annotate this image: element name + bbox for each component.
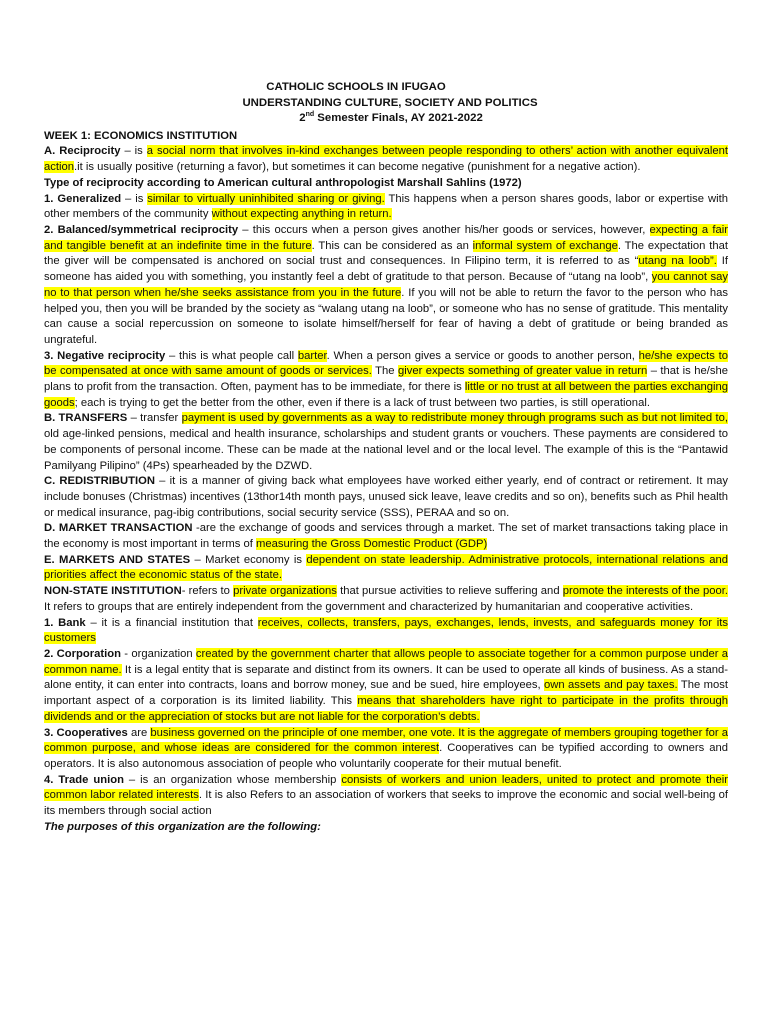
text-run: old age-linked pensions, medical and health insurance, scholarships and student grants or vouchers. These payments are considered to be components of personal income. These can be made at the national level and or the local level. The example of this is the “Pantawid Pamilyang Pilipino” (4Ps) spearheaded by the DZWD.: [44, 428, 728, 472]
text-run: – Market economy is: [190, 553, 307, 566]
highlighted-text: business governed on the principle of one member, one vote. It is the aggregate of members grouping together for a common purpose, and whose ideas are considered for the common interest: [44, 726, 728, 755]
paragraph: [44, 411, 728, 474]
paragraph: [44, 176, 728, 192]
paragraph: [44, 129, 728, 145]
text-run: . It is also Refers to an association of workers that seeks to improve the economic and social well-being of its members through social action: [44, 789, 728, 818]
highlighted-text: barter: [297, 349, 327, 362]
paragraph: [44, 726, 728, 773]
highlighted-text: consists of workers and union leaders, united to protect and promote their common labor related interests: [44, 773, 728, 802]
text-run: – transfer: [127, 412, 182, 425]
bold-term: A. Reciprocity: [44, 145, 121, 158]
highlighted-text: without expecting anything in return.: [211, 208, 392, 221]
bold-term: D. MARKET TRANSACTION: [44, 522, 193, 535]
paragraph: [44, 223, 728, 349]
highlighted-text: you cannot say no to that person when he/she seeks assistance from you in the future: [44, 271, 728, 299]
highlighted-text: informal system of exchange: [472, 239, 618, 252]
text-run: .it is usually positive (returning a favor), but sometimes it can become negative (punishment for a negative action).: [74, 161, 641, 174]
highlighted-text: own assets and pay taxes.: [544, 679, 678, 692]
bold-term: 2. Balanced/symmetrical reciprocity: [44, 224, 239, 236]
highlighted-text: similar to virtually uninhibited sharing or giving.: [147, 192, 385, 205]
highlighted-text: created by the government charter that allows people to associate together for a common purpose under a common name.: [44, 647, 728, 676]
paragraph: [44, 616, 728, 647]
highlighted-text: expecting a fair and tangible benefit at an indefinite time in the future: [44, 224, 728, 252]
bold-term: 4. Trade union: [44, 773, 124, 786]
text-run: . When a person gives a service or goods to another person,: [326, 349, 639, 362]
paragraph: [44, 584, 728, 615]
bold-term: NON-STATE INSTITUTION: [44, 585, 182, 598]
highlighted-text: promote the interests of the poor.: [562, 585, 728, 598]
term-line: [44, 111, 728, 127]
text-run: – is an organization whose membership: [123, 773, 342, 786]
text-run: The: [371, 365, 398, 378]
text-run: - refers to: [181, 585, 234, 598]
school-name: CATHOLIC SCHOOLS IN IFUGAO: [266, 81, 446, 93]
highlighted-text: measuring the Gross Domestic Product (GDP): [255, 538, 488, 551]
highlighted-text: dependent on state leadership. Administrative protocols, international relations and priorities affect the economic status of the state.: [44, 553, 729, 582]
paragraph: [44, 521, 728, 552]
text-run: that pursue activities to relieve suffering and: [336, 585, 563, 598]
text-run: The most important aspect of a corporation is its limited liability. This: [44, 679, 728, 708]
text-run: – it is a financial institution that: [85, 616, 258, 629]
bold-term: 1. Generalized: [44, 192, 122, 205]
term-suffix: nd: [305, 111, 315, 119]
text-run: . The expectation that the giver will be compensated is anchored on social trust and consequences. In Filipino term, it is referred to as “: [44, 239, 728, 268]
text-run: - organization: [121, 647, 196, 660]
paragraph: [44, 349, 728, 412]
document-header: [44, 80, 728, 127]
bold-term: 3. Cooperatives: [44, 726, 128, 739]
bold-term: WEEK 1: ECONOMICS INSTITUTION: [44, 129, 238, 142]
text-run: – is: [120, 145, 147, 158]
text-run: It refers to groups that are entirely independent from the government and characterized by humanitarian and cooperative activities.: [44, 600, 694, 613]
text-run: are: [127, 726, 151, 739]
text-run: -are the exchange of goods and services through a market. The set of market transactions taking place in the economy is most important in terms of: [44, 522, 728, 551]
text-run: ; each is trying to get the better from the other, even if there is a lack of trust between two parties, is still operational.: [74, 396, 650, 409]
text-run: The purposes of this organization are the following:: [44, 820, 321, 833]
text-run: . Cooperatives can be typified according to owners and operators. It is also autonomous association of people who voluntarily cooperate for their mutual benefit.: [44, 742, 728, 770]
text-run: – is: [121, 192, 148, 205]
paragraph: [44, 647, 728, 726]
highlighted-text: little or no trust at all between the parties exchanging goods: [44, 381, 728, 409]
bold-term: C. REDISTRIBUTION: [44, 475, 156, 488]
term-text: Semester Finals, AY 2021-2022: [314, 112, 483, 125]
highlighted-text: means that shareholders have right to participate in the profits through dividends and or the appreciation of stocks but are not liable for the corporation’s debts.: [44, 695, 728, 723]
paragraph: [44, 474, 728, 521]
highlighted-text: private organizations: [233, 585, 337, 598]
text-run: . This can be considered as an: [311, 239, 473, 252]
bold-term: B. TRANSFERS: [44, 412, 128, 425]
bold-term: 2. Corporation: [44, 647, 122, 660]
text-run: – it is a manner of giving back what employees have worked either yearly, end of contract or retirement. It may include bonuses (Christmas) incentives (13thor14th month pays, unused sick leave, leave credits and so on), benefits such as Phil health or medical insurance, pag-ibig contributions, social security service (SSS), PERAA and so on.: [44, 475, 728, 519]
paragraph: [44, 553, 728, 584]
text-run: – that is he/she plans to profit from the transaction. Often, payment has to be immediate, for there is: [44, 365, 728, 394]
bold-term: 1. Bank: [44, 616, 86, 629]
subject-title: UNDERSTANDING CULTURE, SOCIETY AND POLITICS: [242, 96, 538, 109]
text-run: This happens when a person shares goods, labor or expertise with other members of the community: [44, 192, 728, 221]
paragraph: [44, 192, 728, 223]
highlighted-text: a social norm that involves in-kind exchanges between people responding to others’ action with another equivalent action: [44, 145, 728, 174]
paragraph: [44, 773, 728, 820]
paragraph: [44, 144, 728, 175]
bold-term: Type of reciprocity according to American cultural anthropologist Marshall Sahlins (1972): [44, 176, 522, 189]
highlighted-text: payment is used by governments as a way to redistribute money through programs such as but not limited to,: [181, 412, 728, 425]
text-run: It is a legal entity that is separate and distinct from its owners. It can be used to operate all kinds of business. As a stand-alone entity, it can enter into contracts, loans and borrow money, sue and be sued, hire employees,: [44, 663, 729, 692]
highlighted-text: utang na loob”.: [638, 255, 717, 268]
highlighted-text: receives, collects, transfers, pays, exchanges, lends, invests, and safeguards money for its customers: [44, 616, 728, 645]
text-run: If someone has aided you with something, you instantly feel a debt of gratitude to that person. Because of “utang na loob”,: [44, 255, 728, 284]
highlighted-text: giver expects something of greater value in return: [397, 365, 648, 378]
text-run: – this is what people call: [165, 349, 298, 362]
text-run: – this occurs when a person gives another his/her goods or services, however,: [238, 224, 650, 236]
document-body: [44, 129, 728, 836]
highlighted-text: he/she expects to be compensated at once with same amount of goods or services.: [44, 349, 728, 378]
text-run: . If you will not be able to return the favor to the person who has helped you, then you will be branded by the society as “walang utang na loob”, or someone who has no sense of gratitude. This mentality can cause a social repercussion on someone to isolate himself/herself for fear of having a debt of gratitude or being branded as ungrateful.: [44, 286, 728, 346]
term-number: 2: [299, 112, 306, 125]
bold-term: E. MARKETS AND STATES: [44, 553, 191, 566]
paragraph: [44, 820, 728, 836]
bold-term: 3. Negative reciprocity: [44, 349, 166, 362]
